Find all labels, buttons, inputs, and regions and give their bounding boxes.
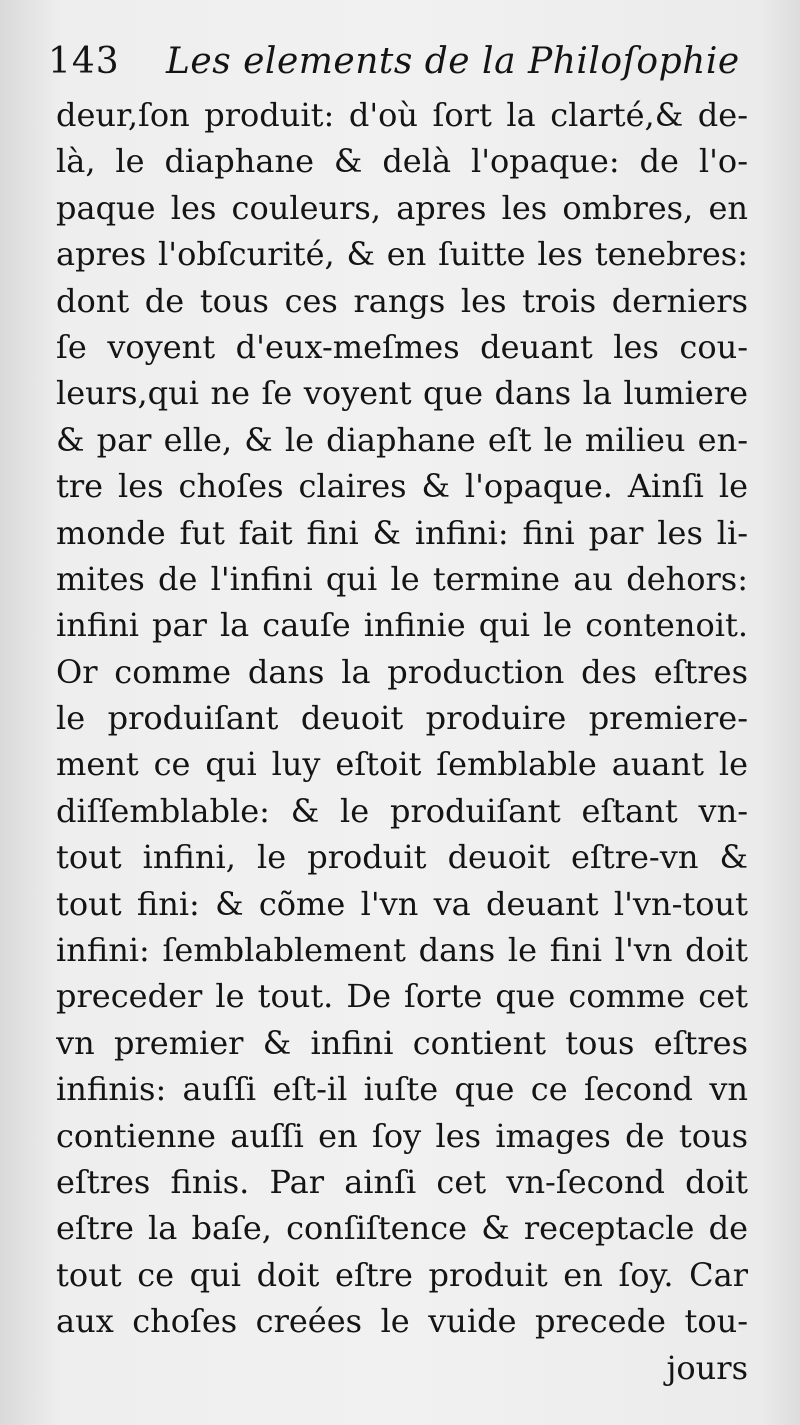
text-line: tre les choſes claires & l'opaque. Ainſi le (56, 467, 748, 506)
text-line: deur,ſon produit: d'où ſort la clarté,& de- (56, 96, 748, 134)
body-text (56, 92, 748, 1391)
text-line: paque les couleurs, apres les ombres, en (56, 188, 748, 227)
text-line: dont de tous ces rangs les trois derniers (56, 281, 748, 320)
text-line: apres l'obſcurité, & en ſuitte les tenebres: (56, 235, 748, 274)
text-line: là, le diaphane & delà l'opaque: de l'o- (56, 142, 748, 181)
text-line: leurs,qui ne ſe voyent que dans la lumiere (56, 374, 748, 413)
text-line: tout infini, le produit deuoit eſtre-vn & (56, 838, 748, 877)
text-line: contienne auſſi en ſoy les images de tous (56, 1116, 748, 1155)
text-line: preceder le tout. De ſorte que comme cet (56, 977, 748, 1016)
text-line: tout ce qui doit eſtre produit en ſoy. Car (56, 1255, 748, 1294)
text-line: vn premier & infini contient tous eſtres (56, 1023, 748, 1062)
text-line: aux choſes creées le vuide precede tou- (56, 1302, 748, 1341)
text-line: tout fini: & cõme l'vn va deuant l'vn-tout (56, 884, 748, 923)
text-line: & par elle, & le diaphane eſt le milieu en- (56, 420, 748, 459)
text-line: le produiſant deuoit produire premiere- (56, 699, 748, 738)
text-line: eſtres finis. Par ainſi cet vn-ſecond doit (56, 1162, 748, 1201)
catchword: jours (666, 1348, 748, 1387)
text-line: Or comme dans la production des eſtres (56, 652, 748, 691)
text-line: infinis: auſſi eſt-il iuſte que ce ſecond vn (56, 1070, 748, 1109)
text-line: monde fut fait fini & infini: fini par les li- (56, 513, 748, 552)
page-number: 143 (48, 41, 120, 82)
text-line: eſtre la baſe, conſiſtence & receptacle de (56, 1209, 748, 1248)
text-line: diſſemblable: & le produiſant eſtant vn- (56, 791, 748, 830)
text-line: mites de l'infini qui le termine au dehors: (56, 559, 748, 598)
text-line: infini par la cauſe infinie qui le contenoit. (56, 606, 748, 645)
text-line: ſe voyent d'eux-meſmes deuant les cou- (56, 327, 748, 366)
text-line: ment ce qui luy eſtoit ſemblable auant le (56, 745, 748, 784)
text-line: infini: ſemblablement dans le fini l'vn doit (56, 931, 748, 970)
page-header (48, 32, 748, 92)
running-title: Les elements de la Philoſophie (166, 41, 740, 82)
